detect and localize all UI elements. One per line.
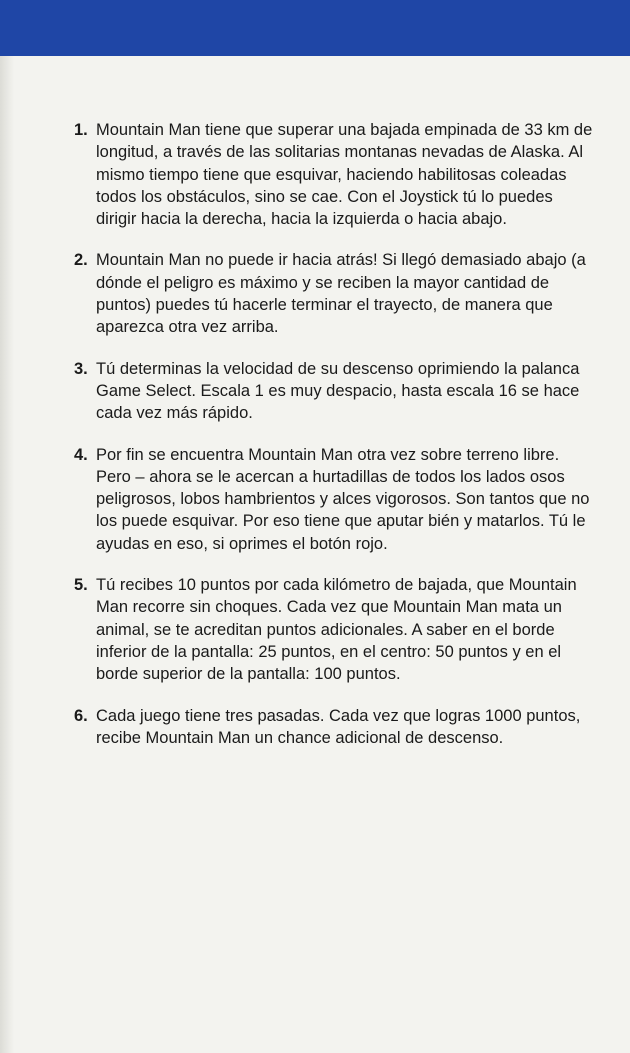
instruction-item-3 xyxy=(74,358,594,425)
item-number: 6. xyxy=(74,706,88,725)
item-number: 4. xyxy=(74,445,88,464)
header-band xyxy=(0,0,630,56)
instruction-item-5 xyxy=(74,574,594,685)
instruction-item-1 xyxy=(74,119,594,230)
item-number: 5. xyxy=(74,576,88,595)
item-number: 1. xyxy=(74,121,88,139)
item-number: 3. xyxy=(74,359,88,378)
item-text: Tú recibes 10 puntos por cada kilómetro de bajada, que Mountain Man recorre sin choques. Cada vez que Mountain Man mata un animal, se te acreditan puntos adicionales. A saber en el borde inferior de la pantalla: 25 puntos, en el centro: 50 puntos y en el borde superior de la pantalla: 100 puntos. xyxy=(96,576,577,684)
item-text: Por fin se encuentra Mountain Man otra vez sobre terreno libre. Pero – ahora se le acercan a hurtadillas de todos los lados osos peligrosos, lobos hambrientos y alces vigorosos. Son tantos que no los puede esquivar. Por eso tiene que aputar bién y matarlos. Tú le ayudas en eso, si oprimes el botón rojo. xyxy=(96,445,590,553)
instruction-item-4 xyxy=(74,444,594,555)
instruction-item-2 xyxy=(74,249,594,338)
item-text: Cada juego tiene tres pasadas. Cada vez que logras 1000 puntos, recibe Mountain Man un chance adicional de descenso. xyxy=(96,706,581,747)
item-text: Mountain Man tiene que superar una bajada empinada de 33 km de longitud, a través de las solitarias montanas nevadas de Alaska. Al mismo tiempo tiene que esquivar, haciendo habilitosas coleadas todos los obstáculos, sino se cae. Con el Joystick tú lo puedes dirigir hacia la derecha, hacia la izquierda o hacia abajo. xyxy=(96,121,593,229)
item-text: Mountain Man no puede ir hacia atrás! Si llegó demasiado abajo (a dónde el peligro es máximo y se reciben la mayor cantidad de puntos) puedes tú hacerle terminar el trayecto, de manera que aparezca otra vez arriba. xyxy=(96,251,586,337)
instructions-list xyxy=(74,119,594,768)
item-number: 2. xyxy=(74,251,88,270)
item-text: Tú determinas la velocidad de su descenso oprimiendo la palanca Game Select. Escala 1 es muy despacio, hasta escala 16 se hace cada vez más rápido. xyxy=(96,359,580,423)
instruction-item-6 xyxy=(74,705,594,750)
page-edge-shadow xyxy=(0,56,14,1053)
